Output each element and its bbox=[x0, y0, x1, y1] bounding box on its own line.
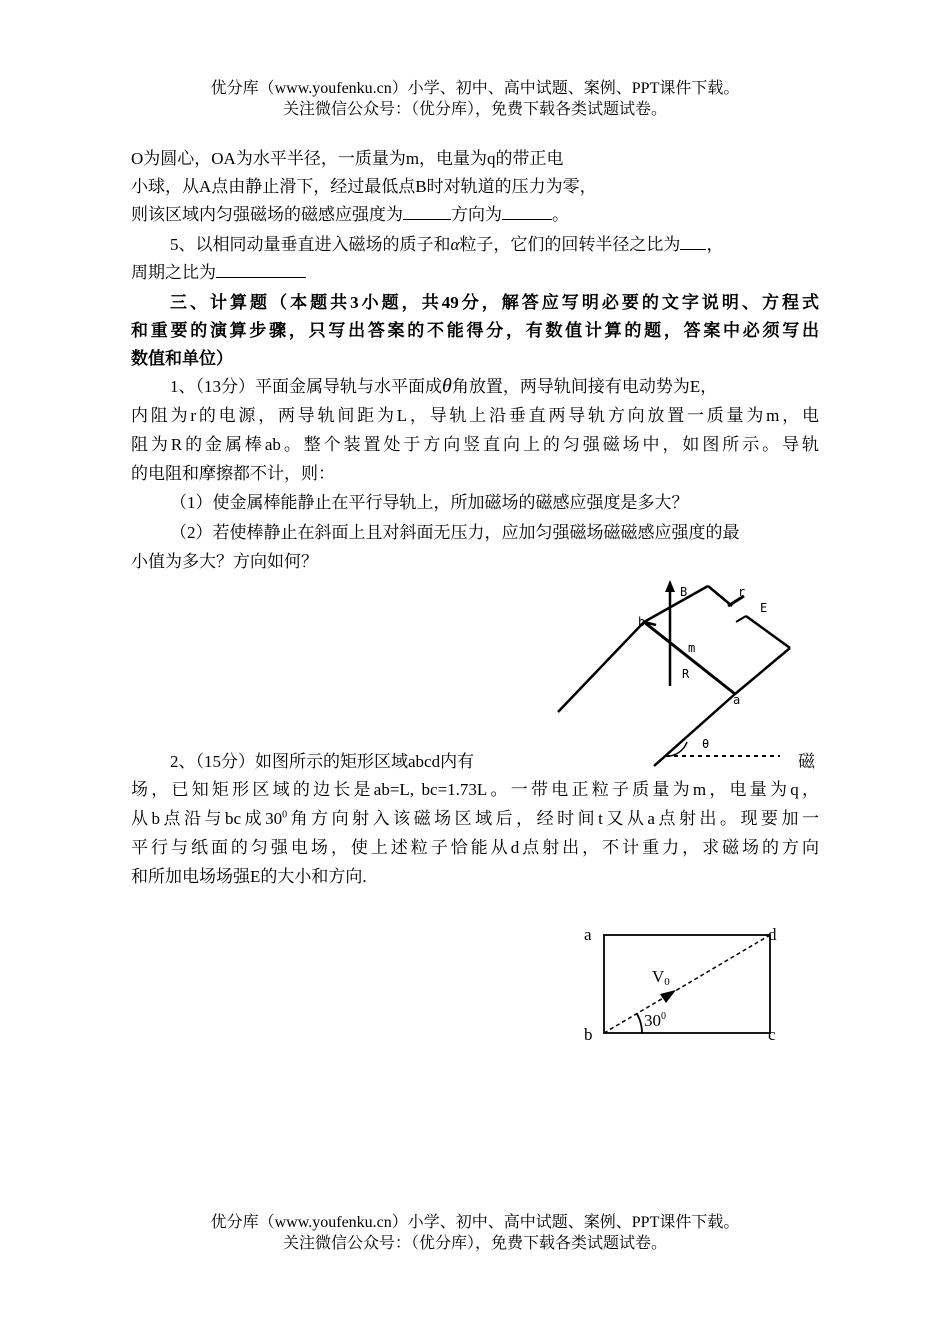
v-subscript: 0 bbox=[664, 976, 670, 988]
p1-line-1 bbox=[170, 372, 717, 398]
label-R: R bbox=[682, 667, 690, 681]
velocity-arrow-icon bbox=[660, 990, 676, 1003]
label-v0 bbox=[652, 967, 670, 988]
p2-line-1 bbox=[170, 747, 474, 772]
q5-line-1 bbox=[170, 230, 723, 255]
battery-plate bbox=[736, 616, 746, 622]
label-B: B bbox=[680, 585, 688, 599]
p2-line-3 bbox=[131, 804, 819, 829]
degree-superscript: 0 bbox=[282, 809, 288, 821]
q4-line-2: 小球，从A点由静止滑下，经过最低点B时对轨道的压力为零， bbox=[131, 177, 597, 196]
q4-line-3 bbox=[131, 200, 569, 225]
p1-sub-2a: （2）若使棒静止在斜面上且对斜面无压力，应加匀强磁场磁磁感应强度的最 bbox=[170, 523, 740, 542]
metal-rod-ab bbox=[644, 622, 735, 694]
v-letter: V bbox=[652, 967, 665, 986]
label-E: E bbox=[760, 601, 768, 615]
arrow-head-icon bbox=[665, 580, 675, 592]
upper-rail bbox=[735, 648, 790, 694]
section3-heading-3: 数值和单位） bbox=[131, 349, 233, 368]
p1-line-2: 内阻为r的电源，两导轨间距为L，导轨上沿垂直两导轨方向放置一质量为m，电 bbox=[131, 406, 819, 425]
rectangle-abcd-diagram bbox=[580, 920, 790, 1050]
answer-blank bbox=[680, 235, 706, 250]
angle-superscript: 0 bbox=[661, 1011, 666, 1022]
p1-line-4: 的电阻和摩擦都不计，则： bbox=[131, 464, 335, 483]
label-theta: θ bbox=[702, 737, 710, 751]
q5-text-c: ， bbox=[706, 235, 724, 254]
lower-rail bbox=[558, 622, 644, 712]
q4-text-c: 。 bbox=[552, 205, 569, 224]
diagonal-bd bbox=[604, 935, 770, 1033]
section3-heading-1: 三、计算题（本题共3小题，共49分，解答应写明必要的文字说明、方程式 bbox=[170, 293, 819, 312]
section3-heading-2: 和重要的演算步骤，只写出答案的不能得分，有数值计算的题，答案中必须写出 bbox=[131, 321, 819, 340]
label-a: a bbox=[584, 925, 592, 944]
q4-text-b: 方向为 bbox=[451, 205, 502, 224]
theta-symbol: θ bbox=[442, 375, 452, 397]
incline-rail-diagram bbox=[540, 576, 810, 766]
q5-text-a: 5、以相同动量垂直进入磁场的质子和 bbox=[170, 235, 451, 254]
p2-text-a: 从b点沿与bc成30 bbox=[131, 809, 283, 828]
angle-value: 30 bbox=[644, 1011, 661, 1030]
q5-text-d: 周期之比为 bbox=[131, 263, 216, 282]
q5-line-2 bbox=[131, 258, 306, 283]
top-wire bbox=[644, 586, 708, 622]
p1-sub-2b: 小值为多大？方向如何？ bbox=[131, 552, 318, 571]
header-line-1: 优分库（www.youfenku.cn）小学、初中、高中试题、案例、PPT课件下载。 bbox=[210, 80, 740, 97]
label-b: b bbox=[584, 1025, 593, 1044]
label-30deg bbox=[644, 1011, 666, 1030]
answer-blank bbox=[403, 205, 451, 220]
label-a: a bbox=[733, 693, 741, 707]
label-d: d bbox=[768, 925, 777, 944]
p2-text-b: 角方向射入该磁场区域后，经时间t又从a点射出。现要加一 bbox=[287, 809, 819, 828]
q5-text-b: 粒子，它们的回转半径之比为 bbox=[459, 235, 681, 254]
p1-text-b: 角放置，两导轨间接有电动势为E， bbox=[451, 377, 718, 396]
label-m: m bbox=[688, 641, 696, 655]
header-line-2: 关注微信公众号：（优分库），免费下载各类试题试卷。 bbox=[282, 101, 667, 118]
right-wire bbox=[746, 616, 790, 648]
p2-line-2: 场，已知矩形区域的边长是ab=L, bc=1.73L。一带电正粒子质量为m，电量为q， bbox=[131, 780, 819, 799]
label-c: c bbox=[768, 1025, 776, 1044]
q4-line-1: O为圆心，OA为水平半径，一质量为m，电量为q的带正电 bbox=[131, 149, 564, 168]
p1-line-3: 阻为R的金属棒ab。整个装置处于方向竖直向上的匀强磁场中，如图所示。导轨 bbox=[131, 435, 819, 454]
footer-line-2: 关注微信公众号：（优分库），免费下载各类试题试卷。 bbox=[282, 1235, 667, 1252]
label-b: b bbox=[638, 615, 646, 629]
p2-text-a: 2、（15分）如图所示的矩形区域abcd内有 bbox=[170, 752, 475, 771]
p2-line-4: 平行与纸面的匀强电场，使上述粒子恰能从d点射出，不计重力，求磁场的方向 bbox=[131, 838, 819, 857]
answer-blank bbox=[502, 205, 552, 220]
label-r: r bbox=[738, 585, 746, 599]
p1-sub-1: （1）使金属棒能静止在平行导轨上，所加磁场的磁感应强度是多大？ bbox=[170, 493, 689, 512]
footer-line-1: 优分库（www.youfenku.cn）小学、初中、高中试题、案例、PPT课件下载。 bbox=[210, 1214, 740, 1231]
alpha-symbol: α bbox=[450, 235, 460, 254]
angle-arc bbox=[637, 1014, 642, 1033]
p1-text-a: 1、（13分）平面金属导轨与水平面成 bbox=[170, 377, 442, 396]
top-wire-to-battery bbox=[708, 586, 732, 606]
p2-line-1-end: 磁 bbox=[798, 752, 815, 771]
answer-blank bbox=[216, 263, 306, 278]
p2-line-5: 和所加电场场强E的大小和方向. bbox=[131, 867, 367, 886]
q4-text-a: 则该区域内匀强磁场的磁感应强度为 bbox=[131, 205, 403, 224]
